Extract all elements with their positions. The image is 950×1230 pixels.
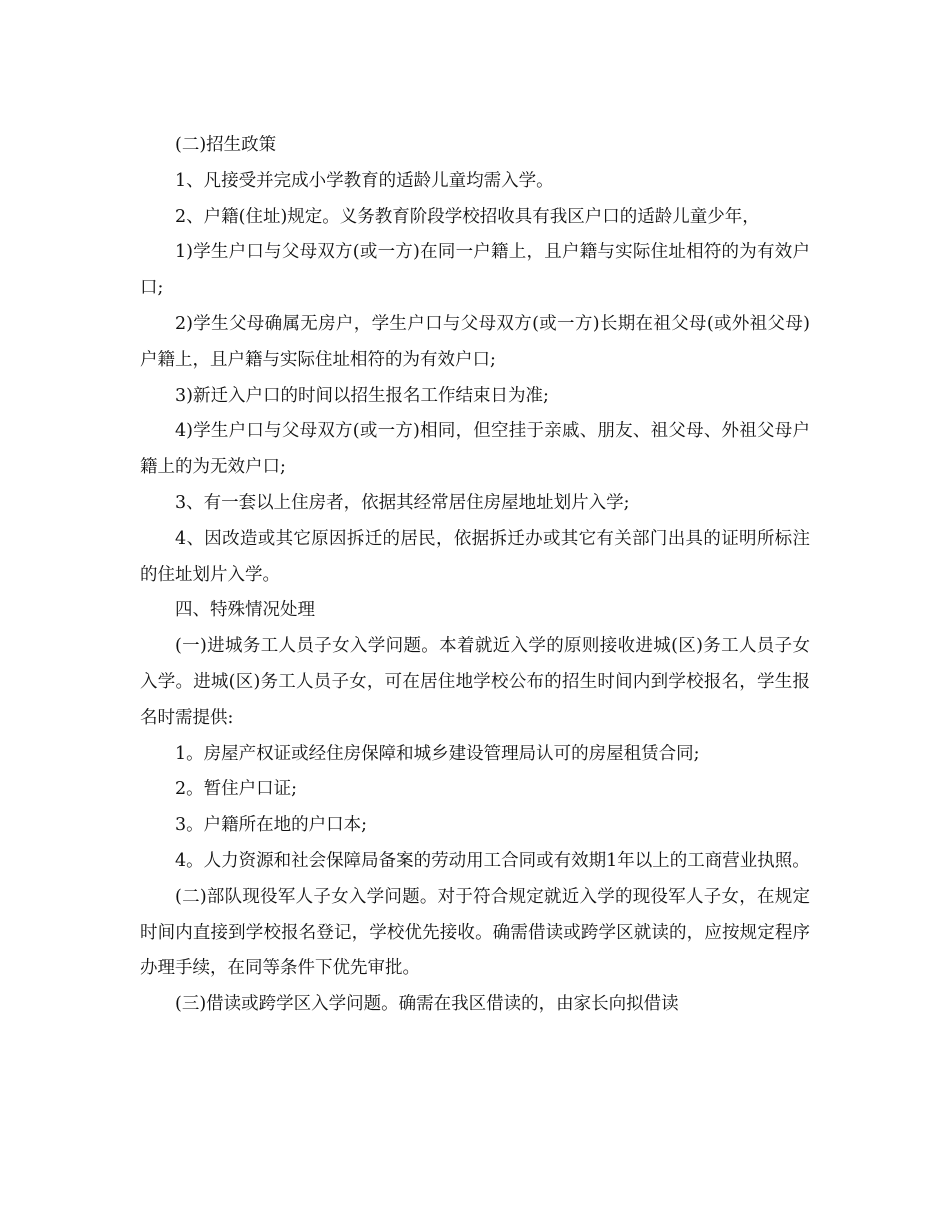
paragraph-item-3: 3、有一套以上住房者，依据其经常居住房屋地址划片入学; [175,492,630,513]
paragraph-enrollment-policy-heading: (二)招生政策 [175,135,277,155]
paragraph-subitem-3: 3)新迁入户口的时间以招生报名工作结束日为准; [175,385,549,406]
paragraph-migrant-workers-children: (一)进城务工人员子女入学问题。本着就近入学的原则接收进城(区)务工人员子女入学。进城(区)务工人员子女，可在居住地学校公布的招生时间内到学校报名，学生报名时需提供: [140,636,810,728]
paragraph-subitem-2: 2)学生父母确属无房户，学生户口与父母双方(或一方)长期在祖父母(或外祖父母)户籍上，且户籍与实际住址相符的为有效户口; [140,313,810,370]
paragraph-requirement-2: 2。暂住户口证; [175,779,298,800]
paragraph-cross-district-enrollment: (三)借读或跨学区入学问题。确需在我区借读的，由家长向拟借读 [175,994,679,1015]
paragraph-item-4: 4、因改造或其它原因拆迁的居民，依据拆迁办或其它有关部门出具的证明所标注的住址划片入学。 [140,528,810,585]
paragraph-special-cases-heading: 四、特殊情况处理 [175,600,315,621]
paragraph-item-2: 2、户籍(住址)规定。义务教育阶段学校招收具有我区户口的适龄儿童少年， [175,206,760,227]
paragraph-requirement-4: 4。人力资源和社会保障局备案的劳动用工合同或有效期1年以上的工商营业执照。 [175,850,810,871]
paragraph-military-children: (二)部队现役军人子女入学问题。对于符合规定就近入学的现役军人子女，在规定时间内直接到学校报名登记，学校优先接收。确需借读或跨学区就读的，应按规定程序办理手续，在同等条件下优先审批。 [140,886,810,979]
paragraph-subitem-1: 1)学生户口与父母双方(或一方)在同一户籍上，且户籍与实际住址相符的为有效户口; [140,242,810,299]
paragraph-requirement-1: 1。房屋产权证或经住房保障和城乡建设管理局认可的房屋租赁合同; [175,743,700,764]
paragraph-subitem-4: 4)学生户口与父母双方(或一方)相同，但空挂于亲戚、朋友、祖父母、外祖父母户籍上的为无效户口; [140,421,810,478]
document-body [140,128,810,1023]
paragraph-item-1: 1、凡接受并完成小学教育的适龄儿童均需入学。 [175,170,554,191]
paragraph-requirement-3: 3。户籍所在地的户口本; [175,815,368,836]
